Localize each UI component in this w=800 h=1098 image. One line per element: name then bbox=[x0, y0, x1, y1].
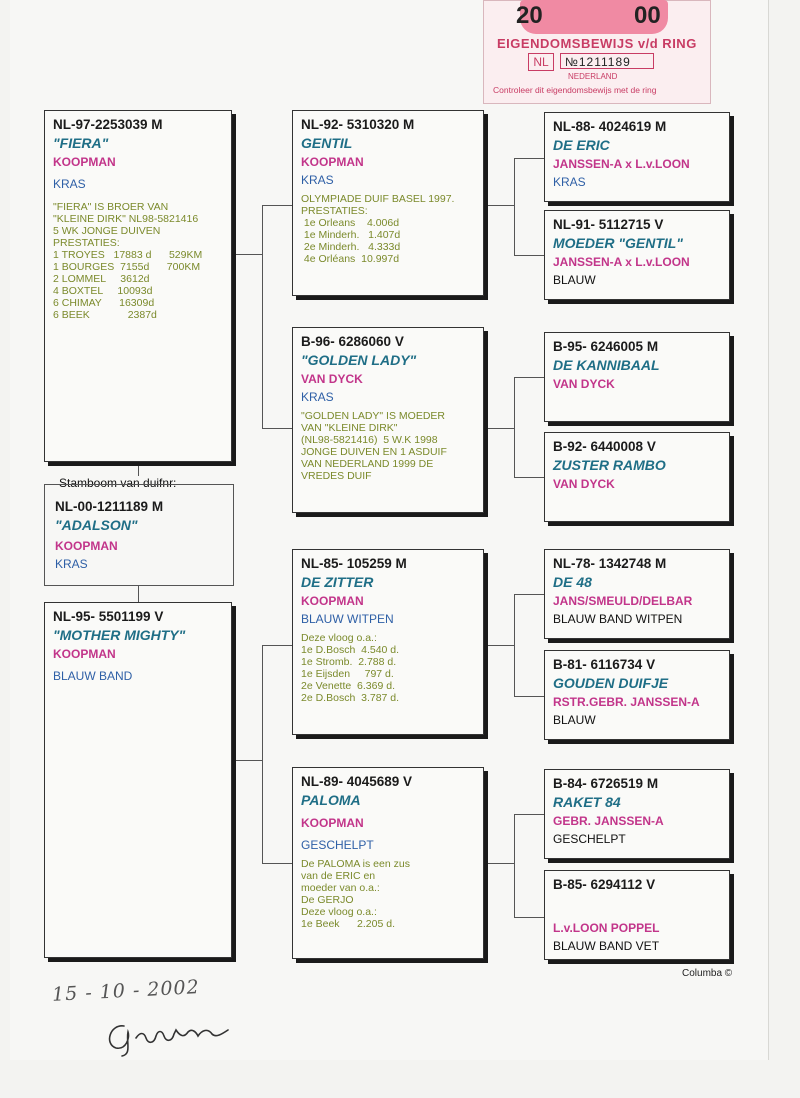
pigeon-color: BLAUW BAND VET bbox=[553, 939, 660, 953]
connector-line bbox=[484, 205, 514, 206]
breeder: RSTR.GEBR. JANSSEN-A bbox=[553, 695, 700, 709]
connector-line bbox=[484, 645, 514, 646]
connector-line bbox=[514, 696, 544, 697]
ring-number: NL-97-2253039 M bbox=[53, 117, 163, 132]
ring-number: NL-95- 5501199 V bbox=[53, 609, 164, 624]
pigeon-name: GENTIL bbox=[301, 135, 353, 151]
breeder: KOOPMAN bbox=[55, 539, 118, 553]
mother-card bbox=[44, 602, 232, 958]
connector-line bbox=[514, 917, 544, 918]
subject-card bbox=[44, 484, 234, 586]
pigeon-color: KRAS bbox=[301, 173, 334, 187]
pigeon-name: RAKET 84 bbox=[553, 794, 621, 810]
ring-number: NL-89- 4045689 V bbox=[301, 774, 413, 789]
pigeon-color: BLAUW bbox=[553, 273, 596, 287]
sticker-year-left: 20 bbox=[516, 2, 543, 29]
pigeon-color: GESCHELPT bbox=[301, 838, 374, 852]
connector-line bbox=[262, 645, 292, 646]
pigeon-color: KRAS bbox=[53, 177, 86, 191]
father-card bbox=[44, 110, 232, 462]
footer-copyright: Columba © bbox=[682, 968, 733, 979]
sticker-year-right: 00 bbox=[634, 2, 661, 29]
pigeon-color: KRAS bbox=[553, 175, 586, 189]
sticker-country-code: NL bbox=[528, 53, 554, 71]
pigeon-name: "MOTHER MIGHTY" bbox=[53, 627, 186, 643]
pedigree-label: Stamboom van duifnr: bbox=[56, 476, 179, 490]
great-grandparent-card bbox=[544, 432, 730, 522]
pigeon-name: DE ZITTER bbox=[301, 574, 374, 590]
pigeon-name: "ADALSON" bbox=[55, 517, 138, 533]
pigeon-color: KRAS bbox=[301, 390, 334, 404]
breeder: KOOPMAN bbox=[301, 155, 364, 169]
ring-number: B-81- 6116734 V bbox=[553, 657, 656, 672]
pigeon-name: DE 48 bbox=[553, 574, 592, 590]
breeder: GEBR. JANSSEN-A bbox=[553, 814, 664, 828]
pedigree-note: "FIERA" IS BROER VAN "KLEINE DIRK" NL98-5821416 5 WK JONGE DUIVEN PRESTATIES: 1 TROYES 17883 d 529KM 1 BOURGES 7155d 700KM 2 LOMMEL 3612d 4 BOXTEL 10093d 6 CHIMAY 16309d 6 BEEK 2387d bbox=[53, 201, 203, 321]
breeder: VAN DYCK bbox=[553, 477, 615, 491]
ring-number: B-92- 6440008 V bbox=[553, 439, 656, 454]
connector-line bbox=[262, 645, 263, 863]
pedigree-note: Deze vloog o.a.: 1e D.Bosch 4.540 d. 1e Stromb. 2.788 d. 1e Eijsden 797 d. 2e Venette 6.369 d. 2e D.Bosch 3.787 d. bbox=[301, 632, 400, 704]
great-grandparent-card bbox=[544, 112, 730, 202]
ring-number: B-84- 6726519 M bbox=[553, 776, 659, 791]
great-grandparent-card bbox=[544, 210, 730, 300]
pedigree-note: "GOLDEN LADY" IS MOEDER VAN "KLEINE DIRK" (NL98-5821416) 5 W.K 1998 JONGE DUIVEN EN 1 ASDUIF VAN NEDERLAND 1999 DE VREDES DUIF bbox=[301, 410, 447, 482]
connector-line bbox=[232, 760, 262, 761]
pigeon-name: MOEDER "GENTIL" bbox=[553, 235, 683, 251]
sticker-country: NEDERLAND bbox=[568, 72, 618, 81]
connector-line bbox=[514, 255, 544, 256]
connector-line bbox=[514, 594, 544, 595]
pedigree-note: De PALOMA is een zus van de ERIC en moeder van o.a.: De GERJO Deze vloog o.a.: 1e Beek 2.205 d. bbox=[301, 858, 410, 930]
pigeon-color: BLAUW BAND WITPEN bbox=[553, 612, 683, 626]
breeder: JANSSEN-A x L.v.LOON bbox=[553, 255, 690, 269]
ring-number: NL-85- 105259 M bbox=[301, 556, 407, 571]
connector-line bbox=[138, 586, 139, 602]
connector-line bbox=[514, 377, 515, 477]
pigeon-color: BLAUW WITPEN bbox=[301, 612, 394, 626]
pigeon-color: GESCHELPT bbox=[553, 832, 626, 846]
pigeon-name: "FIERA" bbox=[53, 135, 109, 151]
pigeon-color: BLAUW BAND bbox=[53, 669, 133, 683]
sticker-ring-number: №1211189 bbox=[560, 53, 654, 69]
breeder: KOOPMAN bbox=[53, 155, 116, 169]
connector-line bbox=[514, 594, 515, 696]
pigeon-name: "GOLDEN LADY" bbox=[301, 352, 417, 368]
breeder: KOOPMAN bbox=[301, 594, 364, 608]
grandmother-paternal-card bbox=[292, 327, 484, 513]
pigeon-color: BLAUW bbox=[553, 713, 596, 727]
connector-line bbox=[514, 377, 544, 378]
pigeon-name: DE KANNIBAAL bbox=[553, 357, 660, 373]
handwritten-date: 15 - 10 - 2002 bbox=[51, 976, 201, 1006]
pigeon-name bbox=[553, 895, 721, 911]
sticker-title: EIGENDOMSBEWIJS v/d RING bbox=[497, 36, 697, 51]
great-grandparent-card bbox=[544, 650, 730, 740]
ring-number: NL-91- 5112715 V bbox=[553, 217, 664, 232]
breeder: KOOPMAN bbox=[53, 647, 116, 661]
connector-line bbox=[262, 428, 292, 429]
breeder: VAN DYCK bbox=[553, 377, 615, 391]
breeder: KOOPMAN bbox=[301, 816, 364, 830]
ring-number: B-95- 6246005 M bbox=[553, 339, 659, 354]
connector-line bbox=[514, 814, 515, 917]
signature-icon bbox=[100, 1008, 240, 1058]
ring-number: NL-00-1211189 M bbox=[55, 499, 164, 514]
breeder: VAN DYCK bbox=[301, 372, 363, 386]
great-grandparent-card bbox=[544, 870, 730, 960]
ring-number: NL-78- 1342748 M bbox=[553, 556, 667, 571]
pigeon-color: KRAS bbox=[55, 557, 88, 571]
ring-number: B-85- 6294112 V bbox=[553, 877, 656, 892]
ring-number: NL-88- 4024619 M bbox=[553, 119, 667, 134]
connector-line bbox=[484, 863, 514, 864]
breeder: L.v.LOON POPPEL bbox=[553, 921, 660, 935]
connector-line bbox=[262, 205, 292, 206]
connector-line bbox=[232, 254, 262, 255]
connector-line bbox=[262, 205, 263, 428]
great-grandparent-card bbox=[544, 769, 730, 859]
connector-line bbox=[514, 158, 515, 255]
pedigree-note: OLYMPIADE DUIF BASEL 1997. PRESTATIES: 1e Orleans 4.006d 1e Minderh. 1.407d 2e Minderh. 4.333d 4e Orléans 10.997d bbox=[301, 193, 455, 265]
connector-line bbox=[514, 814, 544, 815]
connector-line bbox=[484, 428, 514, 429]
pigeon-name: DE ERIC bbox=[553, 137, 610, 153]
pigeon-name: GOUDEN DUIFJE bbox=[553, 675, 669, 691]
sticker-note: Controleer dit eigendomsbewijs met de ring bbox=[493, 85, 657, 95]
breeder: JANSSEN-A x L.v.LOON bbox=[553, 157, 690, 171]
connector-line bbox=[514, 158, 544, 159]
great-grandparent-card bbox=[544, 332, 730, 422]
pigeon-name: PALOMA bbox=[301, 792, 361, 808]
pigeon-name: ZUSTER RAMBO bbox=[553, 457, 666, 473]
grandmother-maternal-card bbox=[292, 767, 484, 959]
great-grandparent-card bbox=[544, 549, 730, 639]
breeder: JANS/SMEULD/DELBAR bbox=[553, 594, 693, 608]
ring-number: NL-92- 5310320 M bbox=[301, 117, 415, 132]
ring-number: B-96- 6286060 V bbox=[301, 334, 404, 349]
connector-line bbox=[514, 477, 544, 478]
grandfather-paternal-card bbox=[292, 110, 484, 296]
grandfather-maternal-card bbox=[292, 549, 484, 735]
connector-line bbox=[262, 863, 292, 864]
